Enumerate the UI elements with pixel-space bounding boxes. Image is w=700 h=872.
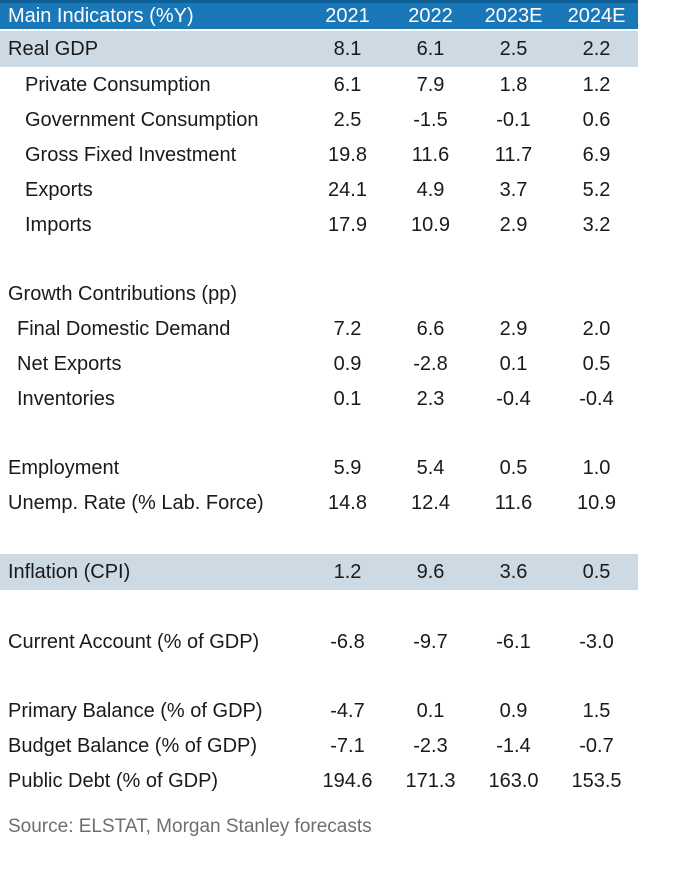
cell-value: 5.4 bbox=[416, 456, 445, 479]
row-label: Gross Fixed Investment bbox=[25, 143, 237, 166]
cell-value: 6.1 bbox=[416, 38, 445, 60]
cell-value: 1.2 bbox=[582, 73, 611, 96]
cell-value: 12.4 bbox=[411, 491, 450, 514]
table-row bbox=[0, 172, 638, 207]
row-label: Final Domestic Demand bbox=[17, 317, 231, 340]
table-row bbox=[0, 276, 638, 311]
column-header-2021: 2021 bbox=[325, 5, 370, 27]
cell-value: 1.5 bbox=[582, 699, 611, 722]
cell-value: 0.5 bbox=[582, 352, 611, 375]
table-row bbox=[0, 31, 638, 67]
row-label: Public Debt (% of GDP) bbox=[8, 769, 219, 792]
cell-value: -3.0 bbox=[579, 630, 614, 653]
cell-value: 1.0 bbox=[582, 456, 611, 479]
cell-value: 24.1 bbox=[328, 178, 367, 201]
table-row bbox=[0, 311, 638, 346]
cell-value: 0.9 bbox=[333, 352, 362, 375]
cell-value: 153.5 bbox=[571, 769, 622, 792]
cell-value: 17.9 bbox=[328, 213, 367, 236]
column-header-2024e: 2024E bbox=[567, 5, 626, 27]
cell-value: 11.7 bbox=[494, 143, 533, 166]
row-label: Primary Balance (% of GDP) bbox=[8, 699, 263, 722]
row-label: Employment bbox=[8, 456, 120, 479]
cell-value: 6.1 bbox=[333, 73, 362, 96]
cell-value: 19.8 bbox=[328, 143, 367, 166]
table-row bbox=[0, 554, 638, 590]
cell-value: 2.3 bbox=[416, 387, 445, 410]
cell-value: 9.6 bbox=[416, 561, 445, 583]
cell-value: -0.4 bbox=[496, 387, 531, 410]
cell-value: 11.6 bbox=[411, 143, 450, 166]
cell-value: -0.7 bbox=[579, 734, 614, 757]
table-row bbox=[0, 624, 638, 659]
cell-value: 0.6 bbox=[582, 108, 611, 131]
row-label: Inventories bbox=[17, 387, 115, 410]
cell-value: -4.7 bbox=[330, 699, 365, 722]
cell-value: 2.5 bbox=[333, 108, 362, 131]
table-row bbox=[0, 763, 638, 798]
cell-value: 2.9 bbox=[499, 317, 528, 340]
cell-value: 10.9 bbox=[577, 491, 616, 514]
cell-value: 6.9 bbox=[582, 143, 611, 166]
cell-value: 0.1 bbox=[333, 387, 362, 410]
cell-value: 3.2 bbox=[582, 213, 611, 236]
table-row bbox=[0, 207, 638, 242]
cell-value: 2.5 bbox=[499, 38, 528, 60]
cell-value: 1.8 bbox=[499, 73, 528, 96]
table-row bbox=[0, 137, 638, 172]
cell-value: 194.6 bbox=[322, 769, 373, 792]
cell-value: 0.5 bbox=[499, 456, 528, 479]
table-row bbox=[0, 381, 638, 416]
row-label: Private Consumption bbox=[25, 73, 211, 96]
cell-value: -2.3 bbox=[413, 734, 448, 757]
table-row bbox=[0, 346, 638, 381]
row-label: Unemp. Rate (% Lab. Force) bbox=[8, 491, 264, 514]
cell-value: 3.7 bbox=[499, 178, 528, 201]
cell-value: 0.9 bbox=[499, 699, 528, 722]
row-label: Current Account (% of GDP) bbox=[8, 630, 260, 653]
row-label: Exports bbox=[25, 178, 93, 201]
cell-value: 163.0 bbox=[488, 769, 539, 792]
table-row bbox=[0, 450, 638, 485]
cell-value: 6.6 bbox=[416, 317, 445, 340]
cell-value: 14.8 bbox=[328, 491, 367, 514]
row-label: Net Exports bbox=[17, 352, 122, 375]
row-label: Real GDP bbox=[8, 38, 99, 60]
cell-value: -1.4 bbox=[496, 734, 531, 757]
column-header-2023e: 2023E bbox=[484, 5, 543, 27]
table-row bbox=[0, 485, 638, 520]
cell-value: -6.1 bbox=[496, 630, 531, 653]
cell-value: 3.6 bbox=[499, 561, 528, 583]
cell-value: 0.1 bbox=[416, 699, 445, 722]
table-header-title: Main Indicators (%Y) bbox=[8, 5, 194, 27]
cell-value: -0.4 bbox=[579, 387, 614, 410]
cell-value: 2.9 bbox=[499, 213, 528, 236]
row-label: Budget Balance (% of GDP) bbox=[8, 734, 258, 757]
cell-value: 2.0 bbox=[582, 317, 611, 340]
cell-value: 7.2 bbox=[333, 317, 362, 340]
cell-value: 0.1 bbox=[499, 352, 528, 375]
table-row bbox=[0, 102, 638, 137]
table-header-row bbox=[0, 0, 638, 31]
table-row bbox=[0, 728, 638, 763]
cell-value: -6.8 bbox=[330, 630, 365, 653]
cell-value: 171.3 bbox=[405, 769, 456, 792]
cell-value: -1.5 bbox=[413, 108, 448, 131]
table-body bbox=[0, 31, 638, 798]
cell-value: 7.9 bbox=[416, 73, 445, 96]
cell-value: 11.6 bbox=[494, 491, 533, 514]
row-label: Inflation (CPI) bbox=[8, 561, 131, 583]
row-label: Imports bbox=[25, 213, 92, 236]
cell-value: 5.2 bbox=[582, 178, 611, 201]
cell-value: 0.5 bbox=[582, 561, 611, 583]
table-row bbox=[0, 693, 638, 728]
row-label: Growth Contributions (pp) bbox=[8, 282, 237, 305]
cell-value: 2.2 bbox=[582, 38, 611, 60]
cell-value: 10.9 bbox=[411, 213, 450, 236]
cell-value: 1.2 bbox=[333, 561, 362, 583]
cell-value: -2.8 bbox=[413, 352, 448, 375]
row-label: Government Consumption bbox=[25, 108, 259, 131]
cell-value: -7.1 bbox=[330, 734, 365, 757]
cell-value: -0.1 bbox=[496, 108, 531, 131]
cell-value: 4.9 bbox=[416, 178, 445, 201]
table-row bbox=[0, 67, 638, 102]
cell-value: 5.9 bbox=[333, 456, 362, 479]
source-note: Source: ELSTAT, Morgan Stanley forecasts bbox=[8, 816, 372, 837]
cell-value: -9.7 bbox=[413, 630, 448, 653]
cell-value: 8.1 bbox=[333, 38, 362, 60]
column-header-2022: 2022 bbox=[408, 5, 453, 27]
